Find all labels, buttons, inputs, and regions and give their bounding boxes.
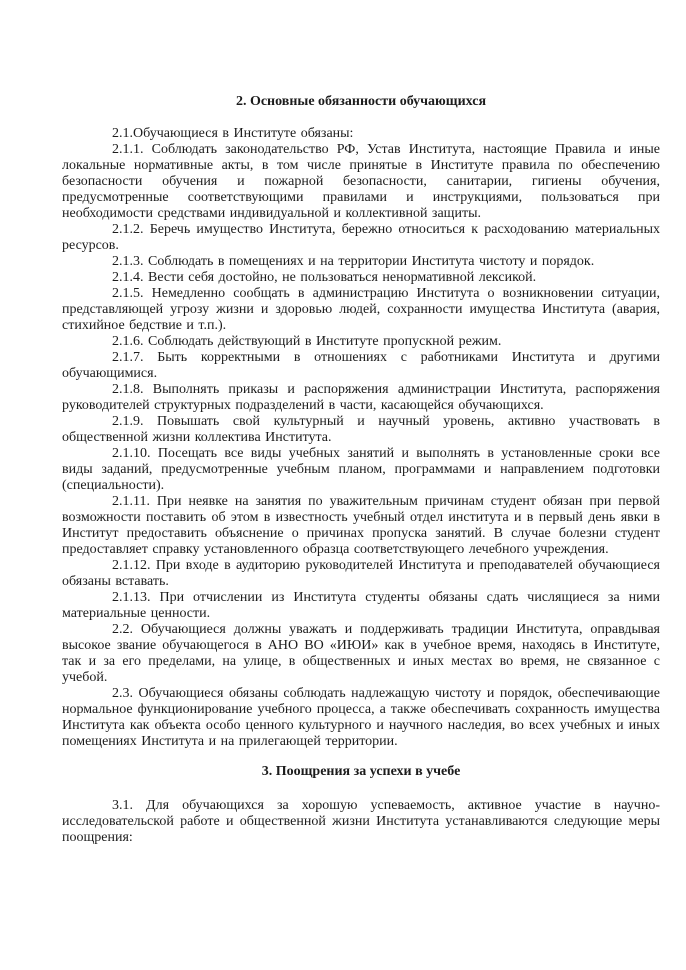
paragraph: 2.3. Обучающиеся обязаны соблюдать надлежащую чистоту и порядок, обеспечивающие нормальное функционирование учебного процесса, а также обеспечивать сохранность имущества Института как объекта особо ценного культурного и научного наследия, во всех учебных и иных помещениях Института и на прилегающей территории. (62, 686, 660, 749)
paragraph: 2.1.7. Быть корректными в отношениях с работниками Института и другими обучающимися. (62, 350, 660, 381)
paragraph: 2.1.12. При входе в аудиторию руководителей Института и преподавателей обучающиеся обязаны вставать. (62, 558, 660, 589)
paragraph: 2.1.1. Соблюдать законодательство РФ, Устав Института, настоящие Правила и иные локальные нормативные акты, в том числе принятые в Институте правила по обеспечению безопасности обучения и пожарной безопасности, санитарии, гигиены обучения, предусмотренные соответствующими правилами и инструкциями, пользоваться при необходимости средствами индивидуальной и коллективной защиты. (62, 142, 660, 221)
paragraph: 2.1.5. Немедленно сообщать в администрацию Института о возникновении ситуации, представляющей угрозу жизни и здоровью людей, сохранности имущества Института (авария, стихийное бедствие и т.п.). (62, 286, 660, 333)
paragraph: 2.1.9. Повышать свой культурный и научный уровень, активно участвовать в общественной жизни коллектива Института. (62, 414, 660, 445)
paragraph: 2.1.11. При неявке на занятия по уважительным причинам студент обязан при первой возможности поставить об этом в известность учебный отдел института и в первый день явки в Институт предоставить объяснение о причинах пропуска занятий. В случае болезни студент предоставляет справку установленного образца соответствующего лечебного учреждения. (62, 494, 660, 557)
paragraph: 2.1.Обучающиеся в Институте обязаны: (112, 126, 354, 141)
paragraph: 2.2. Обучающиеся должны уважать и поддерживать традиции Института, оправдывая высокое звание обучающегося в АНО ВО «ИЮИ» как в учебное время, находясь в Институте, так и за его пределами, на улице, в общественных и иных местах во время, не связанное с учебой. (62, 622, 660, 685)
section-2-body (62, 126, 660, 750)
section-3-heading: 3. Поощрения за успехи в учебе (261, 764, 461, 779)
section-3-body (62, 798, 660, 846)
paragraph: 2.1.10. Посещать все виды учебных занятий и выполнять в установленные сроки все виды заданий, предусмотренные учебным планом, программами и направлением подготовки (специальности). (62, 446, 660, 493)
paragraph: 2.1.2. Беречь имущество Института, бережно относиться к расходованию материальных ресурсов. (62, 222, 660, 253)
paragraph: 2.1.3. Соблюдать в помещениях и на территории Института чистоту и порядок. (112, 254, 595, 269)
paragraph: 2.1.6. Соблюдать действующий в Институте пропускной режим. (112, 334, 502, 349)
section-2-heading: 2. Основные обязанности обучающихся (235, 94, 487, 109)
paragraph: 2.1.4. Вести себя достойно, не пользоваться ненормативной лексикой. (112, 270, 537, 285)
paragraph: 2.1.13. При отчислении из Института студенты обязаны сдать числящиеся за ними материальные ценности. (62, 590, 660, 621)
paragraph: 2.1.8. Выполнять приказы и распоряжения администрации Института, распоряжения руководителей структурных подразделений в части, касающейся обучающихся. (62, 382, 660, 413)
paragraph: 3.1. Для обучающихся за хорошую успеваемость, активное участие в научно-исследовательской работе и общественной жизни Института устанавливаются следующие меры поощрения: (62, 798, 660, 845)
